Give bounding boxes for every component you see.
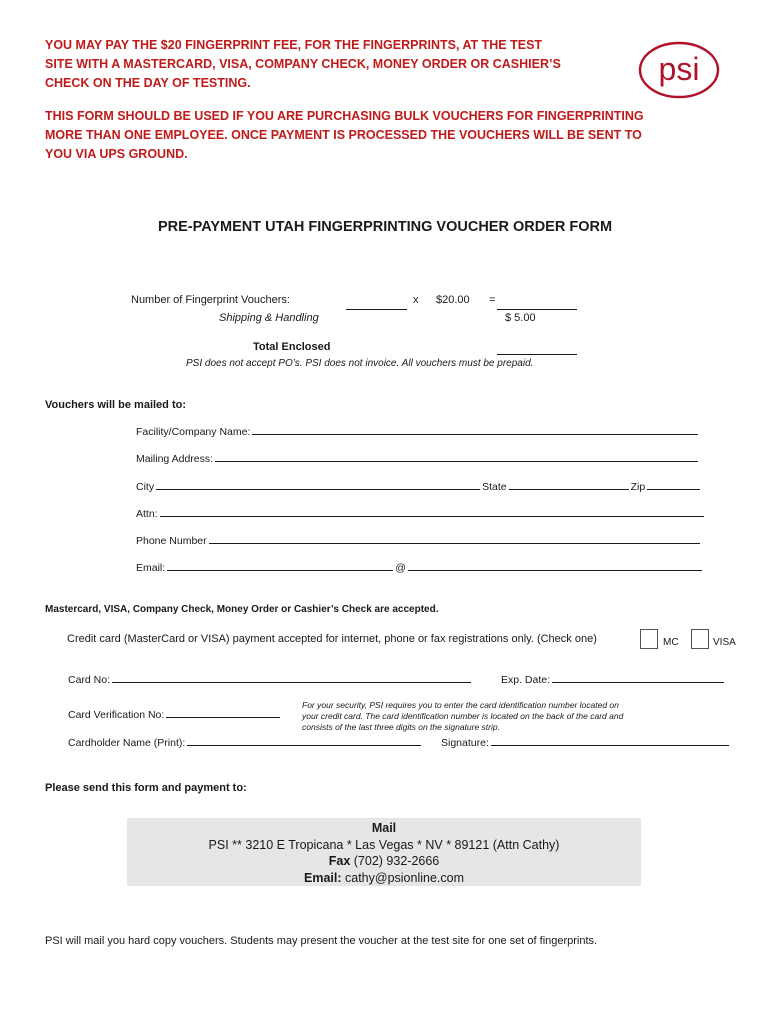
cardholder-row — [68, 737, 423, 749]
signature-row — [441, 737, 731, 749]
phone-field[interactable] — [209, 543, 700, 544]
email-domain-field[interactable] — [408, 570, 702, 571]
email-user-field[interactable] — [167, 570, 393, 571]
fax-label: Fax — [328, 854, 351, 868]
mailing-heading: Vouchers will be mailed to: — [45, 399, 186, 411]
notice-line-4: THIS FORM SHOULD BE USED IF YOU ARE PURCHASING BULK VOUCHERS FOR FINGERPRINTING — [45, 109, 644, 123]
notice-line-3: CHECK ON THE DAY OF TESTING. — [45, 76, 251, 90]
security-note-1: For your security, PSI requires you to enter the card identification number located on — [302, 700, 619, 710]
signature-field[interactable] — [491, 745, 729, 746]
vouchers-quantity-field[interactable] — [346, 309, 407, 310]
cvn-field[interactable] — [166, 717, 280, 718]
exp-date-field[interactable] — [552, 682, 724, 683]
total-label: Total Enclosed — [253, 341, 331, 353]
cvn-row — [68, 709, 282, 721]
psi-logo — [638, 40, 720, 100]
facility-field[interactable] — [252, 434, 698, 435]
notice-line-5: MORE THAN ONE EMPLOYEE. ONCE PAYMENT IS PROCESSED THE VOUCHERS WILL BE SENT TO — [45, 128, 642, 142]
payment-policy: PSI does not accept PO’s. PSI does not invoice. All vouchers must be prepaid. — [186, 358, 534, 369]
security-note-2: your credit card. The card identification number is located on the back of the card and — [302, 711, 624, 721]
cardholder-label: Cardholder Name (Print): — [68, 737, 186, 749]
cardholder-field[interactable] — [187, 745, 421, 746]
footer-note: PSI will mail you hard copy vouchers. Students may present the voucher at the test site for one set of fingerprints. — [45, 935, 598, 947]
address-row — [136, 453, 700, 465]
vouchers-subtotal-field[interactable] — [497, 309, 577, 310]
fax-line — [127, 853, 641, 870]
mc-label: MC — [663, 637, 679, 648]
zip-field[interactable] — [647, 489, 700, 490]
exp-date-label: Exp. Date: — [501, 674, 551, 686]
notice-line-6: YOU VIA UPS GROUND. — [45, 147, 188, 161]
email-row — [136, 562, 704, 574]
mc-checkbox[interactable] — [640, 629, 658, 649]
contact-email-value[interactable]: cathy@psionline.com — [345, 870, 464, 885]
facility-row — [136, 426, 700, 438]
shipping-value: $ 5.00 — [505, 312, 536, 324]
address-label: Mailing Address: — [136, 453, 214, 465]
attn-row — [136, 508, 706, 520]
facility-label: Facility/Company Name: — [136, 426, 251, 438]
city-label: City — [136, 481, 155, 493]
phone-row — [136, 535, 702, 547]
fax-value: (702) 932-2666 — [353, 854, 440, 868]
total-enclosed-field[interactable] — [497, 354, 577, 355]
equals-sign: = — [489, 294, 496, 306]
cvn-label: Card Verification No: — [68, 709, 165, 721]
visa-label: VISA — [713, 637, 736, 648]
address-field[interactable] — [215, 461, 698, 462]
times-sign: x — [413, 294, 419, 306]
payment-accepted: Mastercard, VISA, Company Check, Money Order or Cashier’s Check are accepted. — [45, 604, 439, 615]
card-number-field[interactable] — [112, 682, 471, 683]
signature-label: Signature: — [441, 737, 489, 749]
form-title: PRE-PAYMENT UTAH FINGERPRINTING VOUCHER ORDER FORM — [157, 219, 613, 235]
credit-card-note: Credit card (MasterCard or VISA) payment accepted for internet, phone or fax registrations only. (Check one) — [67, 633, 597, 645]
attn-field[interactable] — [160, 516, 704, 517]
email-at-sign: @ — [395, 562, 406, 574]
mail-label: Mail — [371, 821, 397, 835]
exp-date-row — [501, 674, 726, 686]
city-state-zip-row — [136, 481, 702, 493]
vouchers-label: Number of Fingerprint Vouchers: — [131, 294, 290, 306]
attn-label: Attn: — [136, 508, 158, 520]
card-number-row — [68, 674, 473, 686]
shipping-label: Shipping & Handling — [219, 312, 319, 324]
card-number-label: Card No: — [68, 674, 111, 686]
state-label: State — [482, 481, 507, 493]
notice-line-2: SITE WITH A MASTERCARD, VISA, COMPANY CHECK, MONEY ORDER OR CASHIER’S — [45, 57, 561, 71]
visa-checkbox[interactable] — [691, 629, 709, 649]
security-note-3: consists of the last three digits on the signature strip. — [302, 722, 500, 732]
contact-box — [127, 818, 641, 886]
mail-address: PSI ** 3210 E Tropicana * Las Vegas * NV * 89121 (Attn Cathy) — [208, 837, 560, 852]
email-label: Email: — [136, 562, 166, 574]
city-field[interactable] — [156, 489, 480, 490]
contact-email-label: Email: — [304, 870, 342, 885]
logo-text: psi — [658, 51, 700, 87]
phone-label: Phone Number — [136, 535, 207, 547]
email-line — [127, 870, 641, 887]
send-heading: Please send this form and payment to: — [45, 782, 247, 794]
notice-line-1: YOU MAY PAY THE $20 FINGERPRINT FEE, FOR THE FINGERPRINTS, AT THE TEST — [45, 38, 543, 52]
state-field[interactable] — [509, 489, 629, 490]
price-each: $20.00 — [436, 294, 470, 306]
zip-label: Zip — [630, 481, 646, 493]
